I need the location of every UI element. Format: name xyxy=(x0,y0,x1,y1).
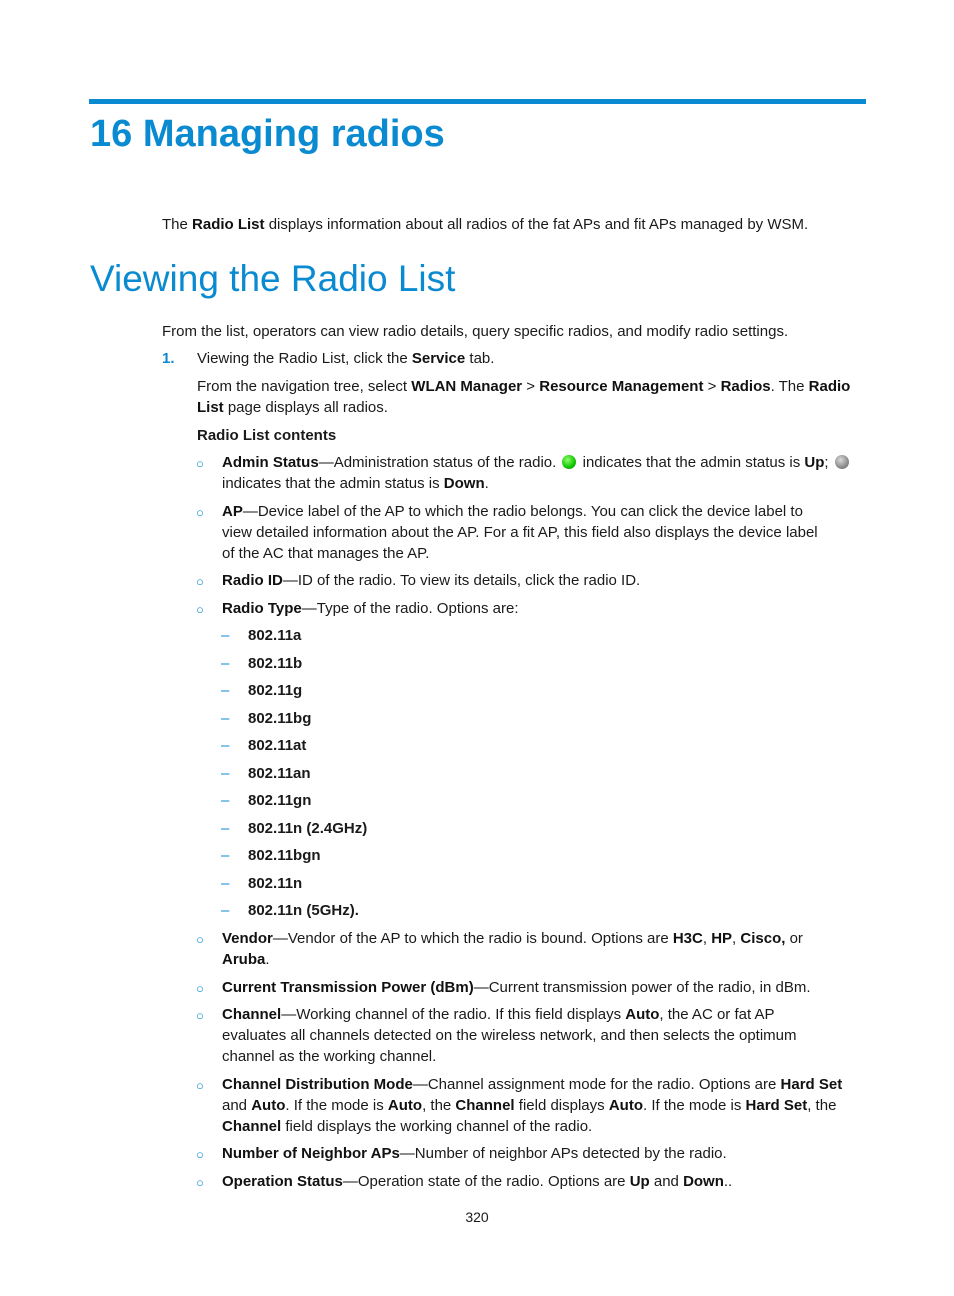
dash-icon: – xyxy=(221,710,230,727)
dash-icon: – xyxy=(221,820,230,837)
section-lead: From the list, operators can view radio details, query specific radios, and modify radio settings. xyxy=(162,323,789,340)
dash-icon: – xyxy=(221,627,230,644)
radio-type-option: 802.11n (5GHz). xyxy=(248,902,359,919)
bullet-icon: ○ xyxy=(196,1147,204,1162)
field-transmission-power: Current Transmission Power (dBm)—Current transmission power of the radio, in dBm. xyxy=(222,979,811,996)
bullet-icon: ○ xyxy=(196,505,204,520)
bullet-icon: ○ xyxy=(196,456,204,471)
step-text: Viewing the Radio List, click the Service tab. xyxy=(197,350,495,367)
field-admin-status: Admin Status—Administration status of the radio. indicates that the admin status is Up; xyxy=(222,452,862,473)
radio-type-option: 802.11a xyxy=(248,627,302,644)
field-admin-status-cont: indicates that the admin status is Down. xyxy=(222,475,489,492)
field-ap-line2: view detailed information about the AP. For a fit AP, this field also displays the device label xyxy=(222,524,818,541)
dash-icon: – xyxy=(221,847,230,864)
dash-icon: – xyxy=(221,737,230,754)
page-number: 320 xyxy=(465,1209,489,1225)
bullet-icon: ○ xyxy=(196,574,204,589)
field-radio-id: Radio ID—ID of the radio. To view its details, click the radio ID. xyxy=(222,572,641,589)
status-up-icon xyxy=(562,455,576,469)
contents-heading: Radio List contents xyxy=(197,427,337,444)
field-ap-line3: of the AC that manages the AP. xyxy=(222,545,430,562)
field-vendor: Vendor—Vendor of the AP to which the radio is bound. Options are H3C, HP, Cisco, or xyxy=(222,930,803,947)
radio-type-option: 802.11n xyxy=(248,875,303,892)
radio-type-option: 802.11an xyxy=(248,765,311,782)
field-neighbor-aps: Number of Neighbor APs—Number of neighbor APs detected by the radio. xyxy=(222,1145,727,1162)
dash-icon: – xyxy=(221,792,230,809)
dash-icon: – xyxy=(221,765,230,782)
dash-icon: – xyxy=(221,655,230,672)
radio-type-option: 802.11gn xyxy=(248,792,312,809)
radio-type-option: 802.11n (2.4GHz) xyxy=(248,820,368,837)
bullet-icon: ○ xyxy=(196,602,204,617)
radio-type-option: 802.11at xyxy=(248,737,307,754)
bullet-icon: ○ xyxy=(196,1175,204,1190)
radio-type-option: 802.11bgn xyxy=(248,847,321,864)
field-vendor-cont: Aruba. xyxy=(222,951,270,968)
section-title: Viewing the Radio List xyxy=(90,258,456,299)
field-channel-line2: evaluates all channels detected on the wireless network, and then selects the optimum xyxy=(222,1027,797,1044)
step-number: 1. xyxy=(162,350,175,367)
intro-paragraph: The Radio List displays information about all radios of the fat APs and fit APs managed by WSM. xyxy=(162,216,809,233)
field-radio-type: Radio Type—Type of the radio. Options are: xyxy=(222,600,519,617)
chapter-title: 16 Managing radios xyxy=(90,113,445,155)
chapter-rule xyxy=(89,99,866,104)
field-operation-status: Operation Status—Operation state of the radio. Options are Up and Down.. xyxy=(222,1173,733,1190)
bullet-icon: ○ xyxy=(196,932,204,947)
bullet-icon: ○ xyxy=(196,1008,204,1023)
field-channel-line3: channel as the working channel. xyxy=(222,1048,437,1065)
field-channel: Channel—Working channel of the radio. If this field displays Auto, the AC or fat AP xyxy=(222,1006,775,1023)
radio-type-option: 802.11g xyxy=(248,682,303,699)
dash-icon: – xyxy=(221,875,230,892)
field-channel-distribution: Channel Distribution Mode—Channel assignment mode for the radio. Options are Hard Set xyxy=(222,1076,843,1093)
dash-icon: – xyxy=(221,902,230,919)
radio-type-option: 802.11b xyxy=(248,655,303,672)
field-channel-distribution-line3: Channel field displays the working channel of the radio. xyxy=(222,1118,593,1135)
nav-path-line2: List page displays all radios. xyxy=(197,399,388,416)
bullet-icon: ○ xyxy=(196,981,204,996)
field-ap: AP—Device label of the AP to which the radio belongs. You can click the device label to xyxy=(222,503,803,520)
radio-type-option: 802.11bg xyxy=(248,710,312,727)
bullet-icon: ○ xyxy=(196,1078,204,1093)
dash-icon: – xyxy=(221,682,230,699)
status-down-icon xyxy=(835,455,849,469)
field-channel-distribution-line2: and Auto. If the mode is Auto, the Channel field displays Auto. If the mode is Hard Set, the xyxy=(222,1097,837,1114)
nav-path-line1: From the navigation tree, select WLAN Manager > Resource Management > Radios. The Radio xyxy=(197,378,851,395)
